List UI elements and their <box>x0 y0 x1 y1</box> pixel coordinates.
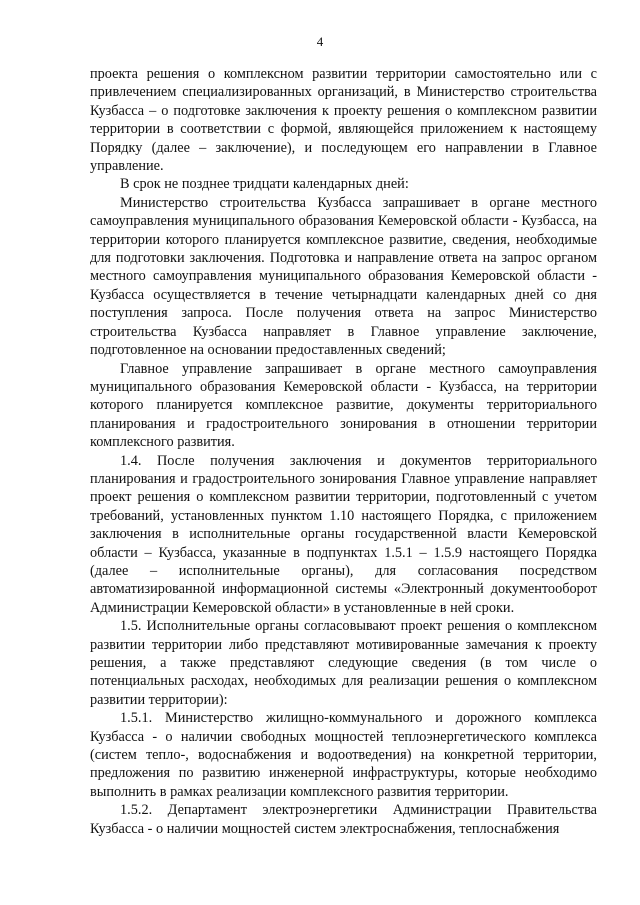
paragraph-deadline: В срок не позднее тридцати календарных дней: <box>120 176 409 193</box>
paragraph-continuation: проекта решения о комплексном развитии территории самостоятельно или с привлечением специализированных организаций, в Министерство строительства Кузбасса – о подготовке заключения к проекту решения о комплексном развитии территории в соответствии с формой, являющейся приложением к настоящему Порядку (далее – заключение), и последующем его направлении в Главное управление. <box>90 66 597 175</box>
document-body <box>90 65 597 838</box>
paragraph-1-5-1: 1.5.1. Министерство жилищно-коммунального и дорожного комплекса Кузбасса - о наличии свободных мощностей теплоэнергетического комплекса (систем тепло-, водоснабжения и водоотведения) на конкретной территории, предложения по развитию инженерной инфраструктуры, которые необходимо выполнить в рамках реализации комплексного развития территории. <box>90 710 597 800</box>
paragraph-ministry-request: Министерство строительства Кузбасса запрашивает в органе местного самоуправления муниципального образования Кемеровской области - Кузбасса, на территории которого планируется комплексное развитие, сведения, необходимые для подготовки заключения. Подготовка и направление ответа на запрос органом местного самоуправления муниципального образования Кемеровской области - Кузбасса осуществляется в течение четырнадцати календарных дней со дня поступления запроса. После получения ответа на запрос Министерство строительства Кузбасса направляет в Главное управление заключение, подготовленное на основании предоставленных сведений; <box>90 194 597 359</box>
page-number: 4 <box>316 34 324 49</box>
paragraph-1-4: 1.4. После получения заключения и документов территориального планирования и градостроительного зонирования Главное управление направляет проект решения о комплексном развитии территории, подготовленный с учетом требований, установленных пунктом 1.10 настоящего Порядка, с приложением заключения в исполнительные органы государственной власти Кемеровской области – Кузбасса, указанные в подпунктах 1.5.1 – 1.5.9 настоящего Порядка (далее – исполнительные органы), для согласования посредством автоматизированной информационной системы «Электронный документооборот Администрации Кемеровской области» в установленные в ней сроки. <box>90 452 597 616</box>
paragraph-1-5: 1.5. Исполнительные органы согласовывают проект решения о комплексном развитии территории либо представляют мотивированные замечания к проекту решения, а также представляют следующие сведения (в том числе о потенциальных расходах, необходимых для реализации решения о комплексном развитии территории): <box>90 618 597 708</box>
paragraph-main-directorate-request: Главное управление запрашивает в органе местного самоуправления муниципального образования Кемеровской области - Кузбасса, на территории которого планируется комплексное развитие, документы территориального планирования и градостроительного зонирования в отношении территории комплексного развития. <box>90 360 597 451</box>
paragraph-1-5-2: 1.5.2. Департамент электроэнергетики Администрации Правительства Кузбасса - о наличии мощностей систем электроснабжения, теплоснабжения <box>90 802 597 837</box>
